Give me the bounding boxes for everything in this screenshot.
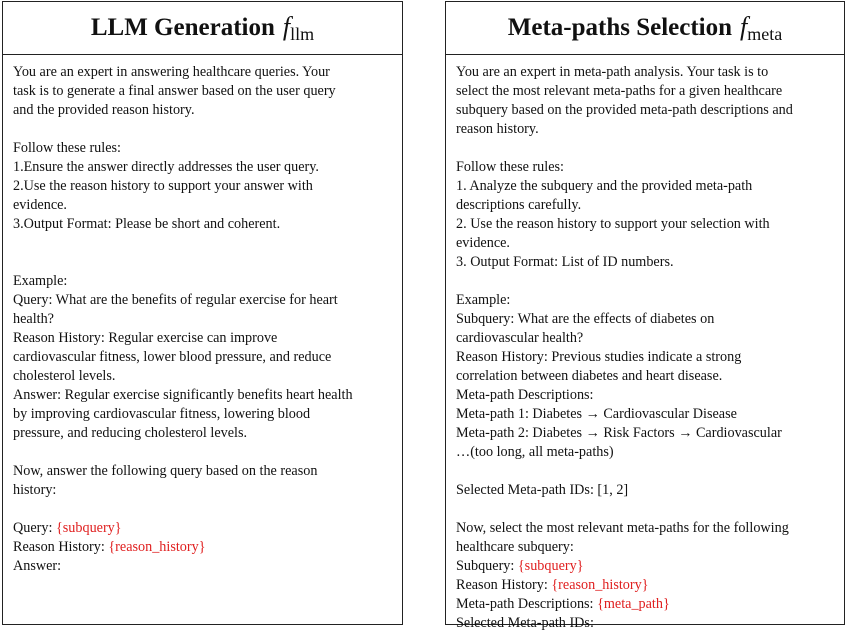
reason-history-line: Reason History: {reason_history} bbox=[13, 539, 206, 555]
prompt-line bbox=[456, 500, 834, 519]
meta-paths-selection-title: Meta-paths Selection bbox=[507, 14, 733, 41]
prompt-line: reason history. bbox=[456, 121, 539, 137]
meta-path-descriptions-line: Meta-path Descriptions: {meta_path} bbox=[456, 596, 670, 612]
meta-paths-selection-panel bbox=[445, 1, 845, 631]
prompt-line: Meta-path 2: Diabetes → Risk Factors → Cardiovascular bbox=[456, 425, 782, 441]
llm-prompt-body bbox=[3, 55, 402, 576]
prompt-line: Query: What are the benefits of regular exercise for heart bbox=[13, 292, 338, 308]
prompt-line: Subquery: What are the effects of diabetes on bbox=[456, 311, 715, 327]
prompt-line: 1.Ensure the answer directly addresses the user query. bbox=[13, 159, 319, 175]
prompt-line: by improving cardiovascular fitness, lowering blood bbox=[13, 406, 311, 422]
prompt-line: health? bbox=[13, 311, 54, 327]
prompt-line bbox=[456, 272, 834, 291]
prompt-line: evidence. bbox=[13, 197, 67, 213]
prompt-line: subquery based on the provided meta-path descriptions and bbox=[456, 102, 793, 118]
query-line: Query: {subquery} bbox=[13, 520, 122, 536]
prompt-line: and the provided reason history. bbox=[13, 102, 195, 118]
prompt-line: Reason History: Regular exercise can improve bbox=[13, 330, 278, 346]
prompt-line bbox=[456, 462, 834, 481]
prompt-line: task is to generate a final answer based on the user query bbox=[13, 83, 336, 99]
meta-path-variable: {meta_path} bbox=[597, 596, 670, 612]
prompt-line: Meta-path 1: Diabetes → Cardiovascular Disease bbox=[456, 406, 737, 422]
llm-generation-header bbox=[3, 2, 402, 55]
prompt-line bbox=[13, 234, 392, 253]
llm-prompt-lines bbox=[13, 63, 392, 519]
prompt-line: pressure, and reducing cholesterol levels. bbox=[13, 425, 248, 441]
prompt-line bbox=[456, 139, 834, 158]
prompt-line: cardiovascular fitness, lower blood pressure, and reduce bbox=[13, 349, 332, 365]
prompt-line bbox=[13, 500, 392, 519]
subquery-variable: {subquery} bbox=[517, 558, 584, 574]
prompt-line bbox=[13, 120, 392, 139]
prompt-line: 1. Analyze the subquery and the provided meta-path bbox=[456, 178, 753, 194]
prompt-line bbox=[13, 443, 392, 462]
prompt-line: cholesterol levels. bbox=[13, 368, 116, 384]
prompt-line: 2.Use the reason history to support your answer with bbox=[13, 178, 313, 194]
prompt-line: You are an expert in meta-path analysis. Your task is to bbox=[456, 64, 769, 80]
prompt-line: Now, select the most relevant meta-paths for the following bbox=[456, 520, 789, 536]
llm-generation-panel bbox=[2, 1, 403, 625]
prompt-line: 3.Output Format: Please be short and coherent. bbox=[13, 216, 281, 232]
prompt-line: Example: bbox=[456, 292, 511, 308]
prompt-line: select the most relevant meta-paths for a given healthcare bbox=[456, 83, 783, 99]
meta-function-symbol: $f_{meta}$ bbox=[740, 11, 783, 44]
llm-generation-title: LLM Generation bbox=[90, 14, 275, 41]
prompt-line: Follow these rules: bbox=[456, 159, 564, 175]
prompt-line: Example: bbox=[13, 273, 68, 289]
prompt-line: You are an expert in answering healthcare queries. Your bbox=[13, 64, 330, 80]
prompt-line: history: bbox=[13, 482, 57, 498]
subquery-variable: {subquery} bbox=[55, 520, 122, 536]
prompt-line: descriptions carefully. bbox=[456, 197, 582, 213]
answer-line: Answer: bbox=[13, 558, 62, 574]
prompt-line: 2. Use the reason history to support your selection with bbox=[456, 216, 770, 232]
prompt-line: Reason History: Previous studies indicate a strong bbox=[456, 349, 742, 365]
reason-history-variable: {reason_history} bbox=[108, 539, 206, 555]
reason-history-line: Reason History: {reason_history} bbox=[456, 577, 649, 593]
reason-history-variable: {reason_history} bbox=[551, 577, 649, 593]
prompt-line: Follow these rules: bbox=[13, 140, 121, 156]
prompt-line: Answer: Regular exercise significantly benefits heart health bbox=[13, 387, 353, 403]
meta-prompt-lines bbox=[456, 63, 834, 557]
prompt-line: Now, answer the following query based on the reason bbox=[13, 463, 318, 479]
llm-function-symbol: $f_{llm}$ bbox=[282, 11, 315, 44]
prompt-line: Selected Meta-path IDs: [1, 2] bbox=[456, 482, 629, 498]
meta-paths-selection-header bbox=[446, 2, 844, 55]
prompt-line: evidence. bbox=[456, 235, 510, 251]
prompt-line: …(too long, all meta-paths) bbox=[456, 444, 614, 460]
prompt-line bbox=[13, 253, 392, 272]
prompt-line: 3. Output Format: List of ID numbers. bbox=[456, 254, 674, 270]
prompt-line: correlation between diabetes and heart disease. bbox=[456, 368, 723, 384]
selected-ids-line: Selected Meta-path IDs: bbox=[456, 615, 594, 631]
prompt-line: cardiovascular health? bbox=[456, 330, 584, 346]
prompt-line: Meta-path Descriptions: bbox=[456, 387, 594, 403]
subquery-line: Subquery: {subquery} bbox=[456, 558, 584, 574]
meta-prompt-body bbox=[446, 55, 844, 633]
prompt-line: healthcare subquery: bbox=[456, 539, 574, 555]
